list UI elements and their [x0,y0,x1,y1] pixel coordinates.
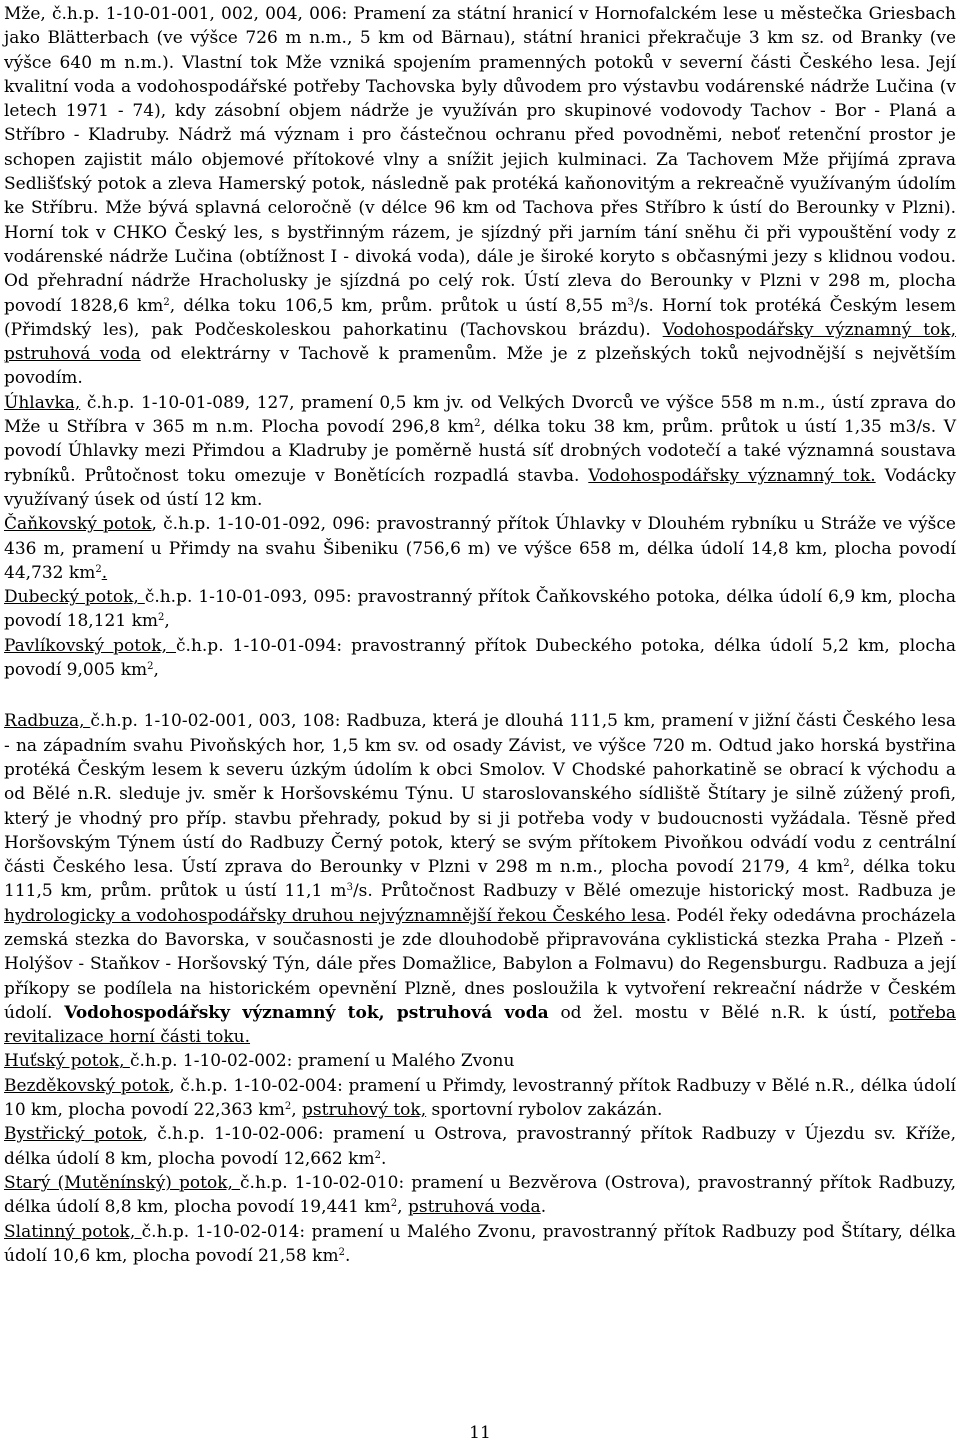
superscript: 2 [284,1101,292,1113]
text-run: č.h.p. 1-10-02-014: pramení u Malého Zvonu, pravostranný přítok Radbuzy pod Štítary, délka údolí 10,6 km, plocha povodí 21,58 km [4,1221,956,1266]
bold-note: Vodohospodářsky významný tok, pstruhová voda [64,1002,549,1023]
underlined-note: hydrologicky a vodohospodářsky druhou nejvýznamnější řekou Českého lesa [4,905,666,926]
superscript: 2 [147,661,154,673]
superscript: 3 [346,882,353,894]
text-run: , [291,1100,303,1121]
text-run: č.h.p. 1-10-02-010: pramení u Bezvěrova (Ostrova), pravostranný přítok Radbuzy, délka údolí 8,8 km, plocha povodí 19,441 km [4,1172,956,1218]
superscript: 2 [474,418,481,430]
superscript: 2 [390,1198,398,1210]
underlined-note: Vodohospodářsky významný tok. [588,465,876,486]
superscript: 3 [627,296,634,308]
text-run: sportovní rybolov zakázán. [426,1100,663,1121]
stream-name: Starý (Mutěnínský) potok, [4,1172,241,1193]
paragraph-pavlikovsky [4,634,956,683]
stream-name: Bezděkovský potok [4,1075,170,1096]
text-run: . [380,1148,387,1169]
text-run: Mže, č.h.p. 1-10-01-001, 002, 004, 006: Pramení za státní hranicí v Hornofalckém lese u městečka Griesbach jako Blätterbach (ve výšce 726 m n.m., 5 km od Bärnau), státní hranici překračuje 3 km sz. od Branky (ve výšce 640 m n.m.). Vlastní tok Mže vzniká spojením pramenných potoků v severní části Českého lesa. Její kvalitní voda a vodohospodářské potřeby Tachovska byly důvodem pro výstavbu vodárenské nádrže Lučina (v letech 1971 - 74), kdy zásobní objem nádrže je využíván pro skupinové vodovody Tachov - Bor - Planá a Stříbro - Kladruby. Nádrž má význam i pro částečnou ochranu před povodněmi, neboť retenční prostor je schopen zajistit málo objemové přítokové vlny a snížit jejich kulminaci. Za Tachovem Mže přijímá zprava Sedlišťský potok a zleva Hamerský potok, následně pak protéká kaňonovitým a rekreačně využívaným údolím ke Stříbru. Mže bývá splavná celoročně (v délce 96 km od Tachova přes Stříbro k ústí do Berounky v Plzni). Horní tok v CHKO Český les, s bystřinným rázem, je sjízdný při jarním tání sněhu či při vypouštění vody z vodárenské nádrže Lučina (obtížnost I - divoká voda), dále je široké koryto s občasnými jezy s klidnou vodou. Od přehradní nádrže Hracholusky je sjízdná po celý rok. Ústí zleva do Berounky v Plzni v 298 m, plocha povodí 1828,6 km [4,4,956,316]
text-run: Vodácky využívaný úsek od ústí 12 km. [4,465,956,510]
superscript: 2 [374,1149,381,1161]
text-run: od žel. mostu v Bělé n.R. k ústí, [548,1002,889,1023]
stream-name: Dubecký potok, [4,587,145,608]
text-run: , [397,1197,408,1218]
superscript: 2 [158,612,165,624]
text-run: , [164,611,170,632]
underlined-note: potřeba revitalizace horní části toku. [4,1002,956,1048]
text-run: , délka toku 38 km, prům. průtok u ústí 1,35 m3/s. V povodí Úhlavky mezi Přimdou a Kladruby je poměrně hustá síť drobných vodotečí a také významná soustava rybníků. Průtočnost toku omezuje v Bonětících rozpadlá stavba. [4,417,956,486]
stream-name: Bystřický potok [4,1124,143,1145]
stream-name: Huťský potok, [4,1051,130,1072]
superscript: 2 [95,563,102,575]
paragraph-hutsky [4,1049,956,1073]
stream-name: Čaňkovský potok [4,514,152,535]
text-run: č.h.p. 1-10-01-093, 095: pravostranný přítok Čaňkovského potoka, délka údolí 6,9 km, plocha povodí 18,121 km [4,587,956,632]
text-run: , č.h.p. 1-10-01-092, 096: pravostranný přítok Úhlavky v Dlouhém rybníku u Stráže ve výšce 436 m, pramení u Přimdy na svahu Šibeniku (756,6 m) ve výšce 658 m, délka údolí 14,8 km, plocha povodí 44,732 km [4,514,956,583]
text-run: , délka toku 106,5 km, prům. průtok u ústí 8,55 m [169,295,628,316]
paragraph-slatinny [4,1220,956,1269]
text-run: . [540,1197,547,1218]
text-run: č.h.p. 1-10-02-001, 003, 108: Radbuza, která je dlouhá 111,5 km, pramení v jižní části Českého lesa - na západním svahu Pivoňských hor, 1,5 km sv. od osady Závist, ve výšce 720 m. Odtud jako horská bystřina protéká Českým lesem k severu úzkým údolím k obci Smolov. V Chodské pahorkatině se obrací k východu a od Bělé n.R. sleduje jv. směr k Horšovskému Týnu. U staroslovanského sídliště Štítary je silně zúžený profi, který je vhodný pro příp. stavbu přehrady, pokud by si ji potřeba vody v budoucnosti vyžádala. Těsně před Horšovským Týnem ústí do Radbuzy Černý potok, který se svým přítokem Pivoňkou odvádí vodu z centrální části Českého lesa. Ústí zprava do Berounky v Plzni v 298 m n.m., plocha povodí 2179, 4 km [4,711,956,878]
text-run: č.h.p. 1-10-01-089, 127, pramení 0,5 km jv. od Velkých Dvorců ve výšce 558 m n.m., ústí zprava do Mže u Stříbra v 365 m n.m. Plocha povodí 296,8 km [4,392,956,438]
underlined-note: pstruhový tok, [302,1100,427,1121]
text-run: č.h.p. 1-10-02-002: pramení u Malého Zvonu [129,1051,515,1072]
superscript: 2 [338,1246,345,1258]
paragraph-radbuza [4,709,956,1049]
paragraph-mze [4,2,956,391]
stream-name: Radbuza, [4,711,91,732]
text-run: /s. Průtočnost Radbuzy v Bělé omezuje historický most. Radbuza je [352,881,956,902]
text-run: č.h.p. 1-10-01-094: pravostranný přítok Dubeckého potoka, délka údolí 5,2 km, plocha povodí 9,005 km [4,635,956,681]
underlined-note: pstruhová voda [407,1197,541,1218]
paragraph-cankovsky [4,512,956,585]
text-run: /s. Horní tok protéká Českým lesem (Přimdský les), pak Podčeskoleskou pahorkatinu (Tachovskou brázdu). [4,295,956,340]
page-number: 11 [469,1423,491,1443]
paragraph-bystricky [4,1122,956,1171]
superscript: 2 [843,858,850,870]
text-run: . Podél řeky odedávna procházela zemská stezka do Bavorska, v současnosti je zde dlouhodobě připravována cyklistická stezka Praha - Plzeň - Holýšov - Staňkov - Horšovský Týn, dále přes Domažlice, Babylon a Folmavu) do Regensburgu. Radbuza a její příkopy se podílela na historickém opevnění Plzně, dnes posloužila k vytvoření rekreační nádrže v Českém údolí. [4,905,956,1023]
text-run: , [153,660,159,681]
text-run: od elektrárny v Tachově k pramenům. Mže je z plzeňských toků nejvodnější s největším povodím. [4,344,956,389]
stream-name: Pavlíkovský potok, [4,635,177,656]
text-run: , č.h.p. 1-10-02-004: pramení u Přimdy, levostranný přítok Radbuzy v Bělé n.R., délka údolí 10 km, plocha povodí 22,363 km [4,1075,956,1121]
document-page [4,2,956,1268]
text-run: , délka toku 111,5 km, prům. průtok u ústí 11,1 m [4,857,956,902]
paragraph-uhlavka [4,391,956,512]
underlined-note: . [101,562,108,583]
stream-name: Úhlavka, [4,392,81,413]
paragraph-stary [4,1171,956,1220]
paragraph-gap [4,682,956,709]
underlined-note: Vodohospodářsky významný tok, pstruhová voda [4,319,956,365]
stream-name: Slatinný potok, [4,1221,142,1242]
paragraph-dubecky [4,585,956,634]
text-run: , č.h.p. 1-10-02-006: pramení u Ostrova, pravostranný přítok Radbuzy v Újezdu sv. Kříže, délka údolí 8 km, plocha povodí 12,662 km [4,1124,956,1169]
paragraph-bezdekovsky [4,1074,956,1123]
superscript: 2 [163,296,170,308]
text-run: . [344,1245,351,1266]
